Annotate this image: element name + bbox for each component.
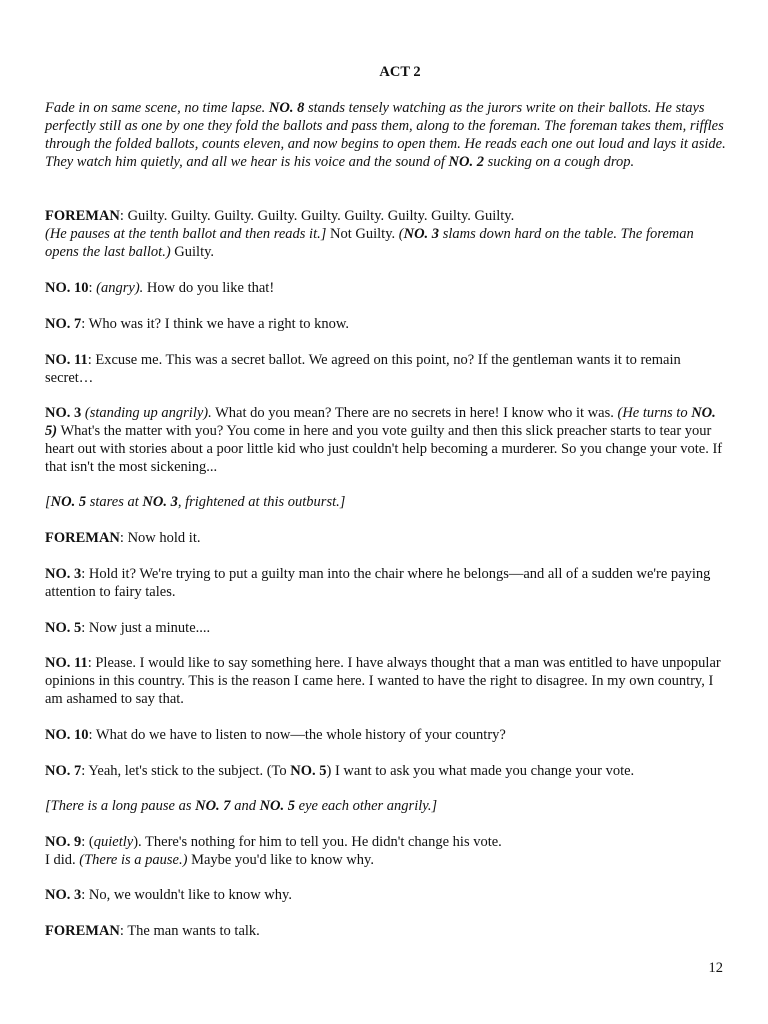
direction-text: eye each other angrily.] (295, 798, 438, 814)
speaker-ref: NO. 5 (290, 763, 327, 779)
dialogue-text: : No, we wouldn't like to know why. (81, 887, 292, 903)
stage-direction-pause (45, 797, 731, 815)
dialogue-no7-b (45, 762, 731, 780)
dialogue-text: : Now hold it. (119, 530, 201, 546)
speaker-name: FOREMAN (45, 530, 120, 546)
speaker-ref: NO. 7 (195, 798, 231, 814)
dialogue-foreman-votes (45, 207, 731, 261)
dialogue-text: : Yeah, let's stick to the subject. (To (81, 763, 291, 779)
dialogue-text: ) I want to ask you what made you change your vote. (326, 763, 635, 779)
dialogue-text: : Excuse me. This was a secret ballot. We agreed on this point, no? If the gentleman wants it to remain secret… (45, 352, 681, 386)
direction-text: [There is a long pause as (45, 798, 196, 814)
direction-text: , frightened at this outburst.] (177, 494, 346, 510)
inline-direction: quietly (93, 834, 134, 850)
inline-direction: slams down hard on the table. The foreman opens the last ballot.) (45, 226, 694, 260)
dialogue-text: : Who was it? I think we have a right to know. (81, 316, 350, 332)
dialogue-no11-b (45, 654, 731, 708)
speaker-name: NO. 3 (45, 566, 82, 582)
dialogue-text: How do you like that! (143, 280, 275, 296)
dialogue-no10-b (45, 726, 731, 744)
dialogue-no5-a (45, 619, 731, 637)
dialogue-no9 (45, 833, 731, 869)
speaker-name: NO. 7 (45, 763, 82, 779)
dialogue-no3-c (45, 886, 731, 904)
direction-text: and (230, 798, 260, 814)
direction-text: stares at (86, 494, 143, 510)
direction-text: Fade in on same scene, no time lapse. (45, 100, 269, 116)
dialogue-foreman-b (45, 529, 731, 547)
dialogue-text: Guilty. (170, 244, 215, 260)
dialogue-no3-b (45, 565, 731, 601)
speaker-name: FOREMAN (45, 923, 120, 939)
speaker-ref: NO. 3 (142, 494, 178, 510)
dialogue-foreman-c (45, 922, 731, 940)
inline-direction: (angry). (96, 280, 144, 296)
page-title: ACT 2 (379, 64, 421, 80)
speaker-name: NO. 11 (45, 655, 88, 671)
dialogue-text: ). There's nothing for him to tell you. He didn't change his vote. (133, 834, 502, 850)
dialogue-text: : Please. I would like to say something here. I have always thought that a man was entitled to have unpopular opinions in this country. This is the reason I came here. I wanted to have the right to disagree. In my own country, I am ashamed to say that. (45, 655, 721, 707)
direction-text: stands tensely watching as the jurors write on their ballots. He stays perfectly still as one by one they fold the ballots and pass them, along to the foreman. The foreman takes them, riffles through the folded ballots, counts eleven, and now begins to open them. He reads each one out loud and lays it aside. They watch him quietly, and all we hear is his voice and the sound of (45, 100, 726, 170)
inline-direction: (There is a pause.) (79, 852, 188, 868)
speaker-ref: NO. 8 (268, 100, 305, 116)
dialogue-no11-a (45, 351, 731, 387)
dialogue-text: : Hold it? We're trying to put a guilty man into the chair where he belongs—and all of a sudden we're paying attention to fairy tales. (45, 566, 711, 600)
dialogue-text: : What do we have to listen to now—the whole history of your country? (88, 727, 506, 743)
speaker-ref: NO. 5 (50, 494, 87, 510)
speaker-ref: NO. 3 (403, 226, 440, 242)
dialogue-text: : Guilty. Guilty. Guilty. Guilty. Guilty. Guilty. Guilty. Guilty. Guilty. (119, 208, 515, 224)
speaker-name: NO. 3 (45, 887, 82, 903)
speaker-name: NO. 10 (45, 727, 89, 743)
inline-direction: ( (398, 226, 404, 242)
direction-text: sucking on a cough drop. (484, 154, 635, 170)
speaker-name: NO. 7 (45, 316, 82, 332)
dialogue-no3-a (45, 404, 731, 476)
dialogue-text: What do you mean? There are no secrets in here! I know who it was. (211, 405, 618, 421)
speaker-name: NO. 10 (45, 280, 89, 296)
speaker-name: NO. 9 (45, 834, 82, 850)
stage-direction-no5 (45, 493, 731, 511)
dialogue-text: : ( (81, 834, 94, 850)
dialogue-text: Not Guilty. (326, 226, 399, 242)
page-number: 12 (708, 960, 723, 976)
dialogue-text: : The man wants to talk. (119, 923, 260, 939)
direction-text: [ (45, 494, 51, 510)
dialogue-no10-a: NO. 10: (angry). How do you like that! (45, 280, 275, 296)
inline-direction: (He turns to (617, 405, 692, 421)
speaker-ref: NO. 2 (448, 154, 484, 170)
inline-direction: (He pauses at the tenth ballot and then reads it.] (45, 226, 327, 242)
speaker-name: NO. 3 (45, 405, 82, 421)
speaker-name: NO. 5 (45, 620, 82, 636)
speaker-name: FOREMAN (45, 208, 120, 224)
dialogue-no7-a (45, 315, 731, 333)
speaker-ref: NO. 5) (45, 405, 716, 439)
dialogue-text: Maybe you'd like to know why. (187, 852, 374, 868)
stage-direction-opening (45, 99, 731, 171)
speaker-name: NO. 11 (45, 352, 88, 368)
dialogue-text: : Now just a minute.... (81, 620, 211, 636)
dialogue-text: What's the matter with you? You come in here and you vote guilty and then this slick preacher starts to tear your heart out with stories about a poor little kid who just couldn't help becoming a murderer. So you change your vote. If that isn't the most sickening... (45, 423, 723, 475)
inline-direction: (standing up angrily). (81, 405, 212, 421)
speaker-ref: NO. 5 (259, 798, 296, 814)
dialogue-text: I did. (45, 852, 80, 868)
